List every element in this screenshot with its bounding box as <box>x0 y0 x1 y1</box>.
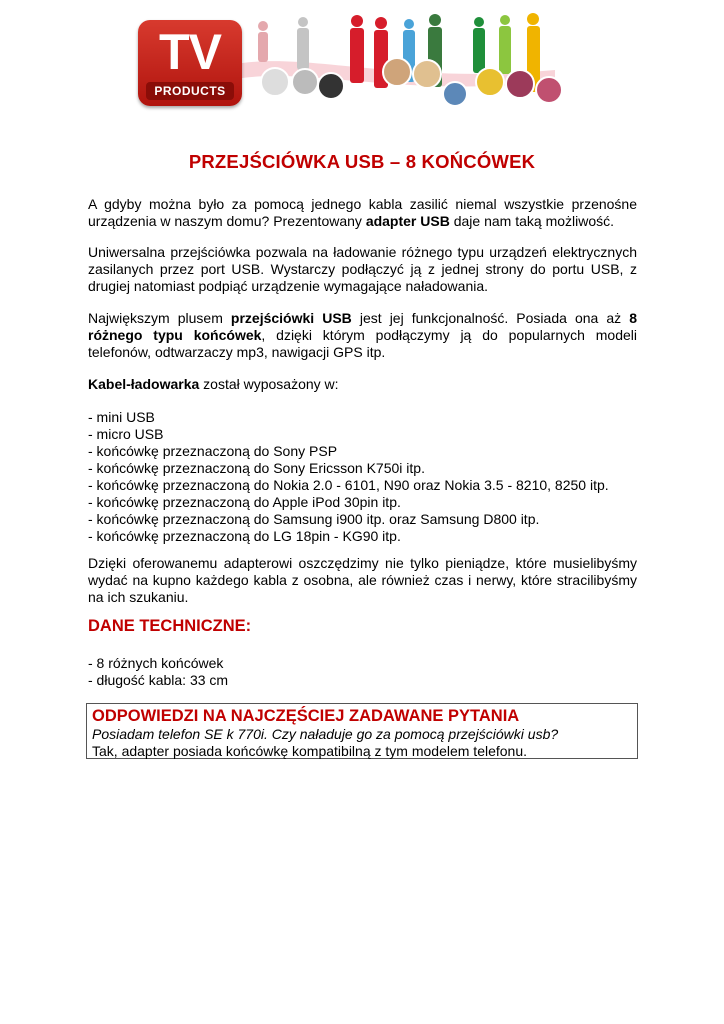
list-item: - mini USB <box>88 409 155 425</box>
savings-paragraph: Dzięki oferowanemu adapterowi oszczędzimy nie tylko pieniądze, które musielibyśmy wydać na kupno każdego kabla z osobna, ale również czas i nerwy, które stracilibyśmy na ich szukaniu. <box>88 555 637 605</box>
tech-list <box>88 655 637 689</box>
features-bold-2: 8 różnego typu końcówek <box>88 310 638 343</box>
equipment-text: został wyposażony w: <box>199 376 339 392</box>
faq-answer: Tak, adapter posiada końcówkę kompatibilną z tym modelem telefonu. <box>92 743 528 759</box>
list-item: - końcówkę przeznaczoną do Apple iPod 30pin itp. <box>88 494 401 510</box>
intro-bold: adapter USB <box>365 213 450 229</box>
equipment-bold: Kabel-ładowarka <box>88 376 200 392</box>
logo-products-text: PRODUCTS <box>154 84 226 98</box>
features-bold-1: przejściówki USB <box>230 310 352 326</box>
faq-box <box>86 703 638 759</box>
equipment-list <box>88 409 637 545</box>
features-paragraph <box>88 310 637 361</box>
list-item: - końcówkę przeznaczoną do LG 18pin - KG90 itp. <box>88 528 401 544</box>
features-text-1: Największym plusem <box>88 310 231 326</box>
intro-text: A gdyby można było za pomocą jednego kabla zasilić niemal wszystkie przenośne urządzenia w naszym domu? Prezentowany <box>88 196 637 229</box>
tv-products-logo <box>138 20 242 106</box>
list-item: - końcówkę przeznaczoną do Nokia 2.0 - 6101, N90 oraz Nokia 3.5 - 8210, 8250 itp. <box>88 477 609 493</box>
tech-heading: DANE TECHNICZNE: <box>88 617 252 635</box>
intro-text-end: daje nam taką możliwość. <box>449 213 615 229</box>
list-item: - końcówkę przeznaczoną do Samsung i900 itp. oraz Samsung D800 itp. <box>88 511 540 527</box>
features-text-2: jest jej funkcjonalność. Posiada ona aż <box>351 310 630 326</box>
intro-paragraph <box>88 196 637 230</box>
list-item: - końcówkę przeznaczoną do Sony PSP <box>88 443 338 459</box>
faq-heading: ODPOWIEDZI NA NAJCZĘŚCIEJ ZADAWANE PYTANIA <box>92 707 520 725</box>
list-item: - długość kabla: 33 cm <box>88 672 229 688</box>
page-title: PRZEJŚCIÓWKA USB – 8 KOŃCÓWEK <box>188 151 536 172</box>
equipment-intro <box>88 376 637 393</box>
list-item: - micro USB <box>88 426 164 442</box>
list-item: - 8 różnych końcówek <box>88 655 224 671</box>
faq-question: Posiadam telefon SE k 770i. Czy naładuje go za pomocą przejściówki usb? <box>92 726 559 742</box>
features-text-3: , dzięki którym podłączymy ją do popularnych modeli telefonów, odtwarzaczy mp3, nawigacji GPS itp. <box>88 327 637 360</box>
description-paragraph: Uniwersalna przejściówka pozwala na ładowanie różnego typu urządzeń elektrycznych zasilanych przez port USB. Wystarczy podłączyć ją z jednej strony do portu USB, z drugiej natomiast podpiąć urządzenie wymagające naładowania. <box>88 244 637 294</box>
list-item: - końcówkę przeznaczoną do Sony Ericsson K750i itp. <box>88 460 425 476</box>
logo-tv-text: TV <box>159 24 221 80</box>
